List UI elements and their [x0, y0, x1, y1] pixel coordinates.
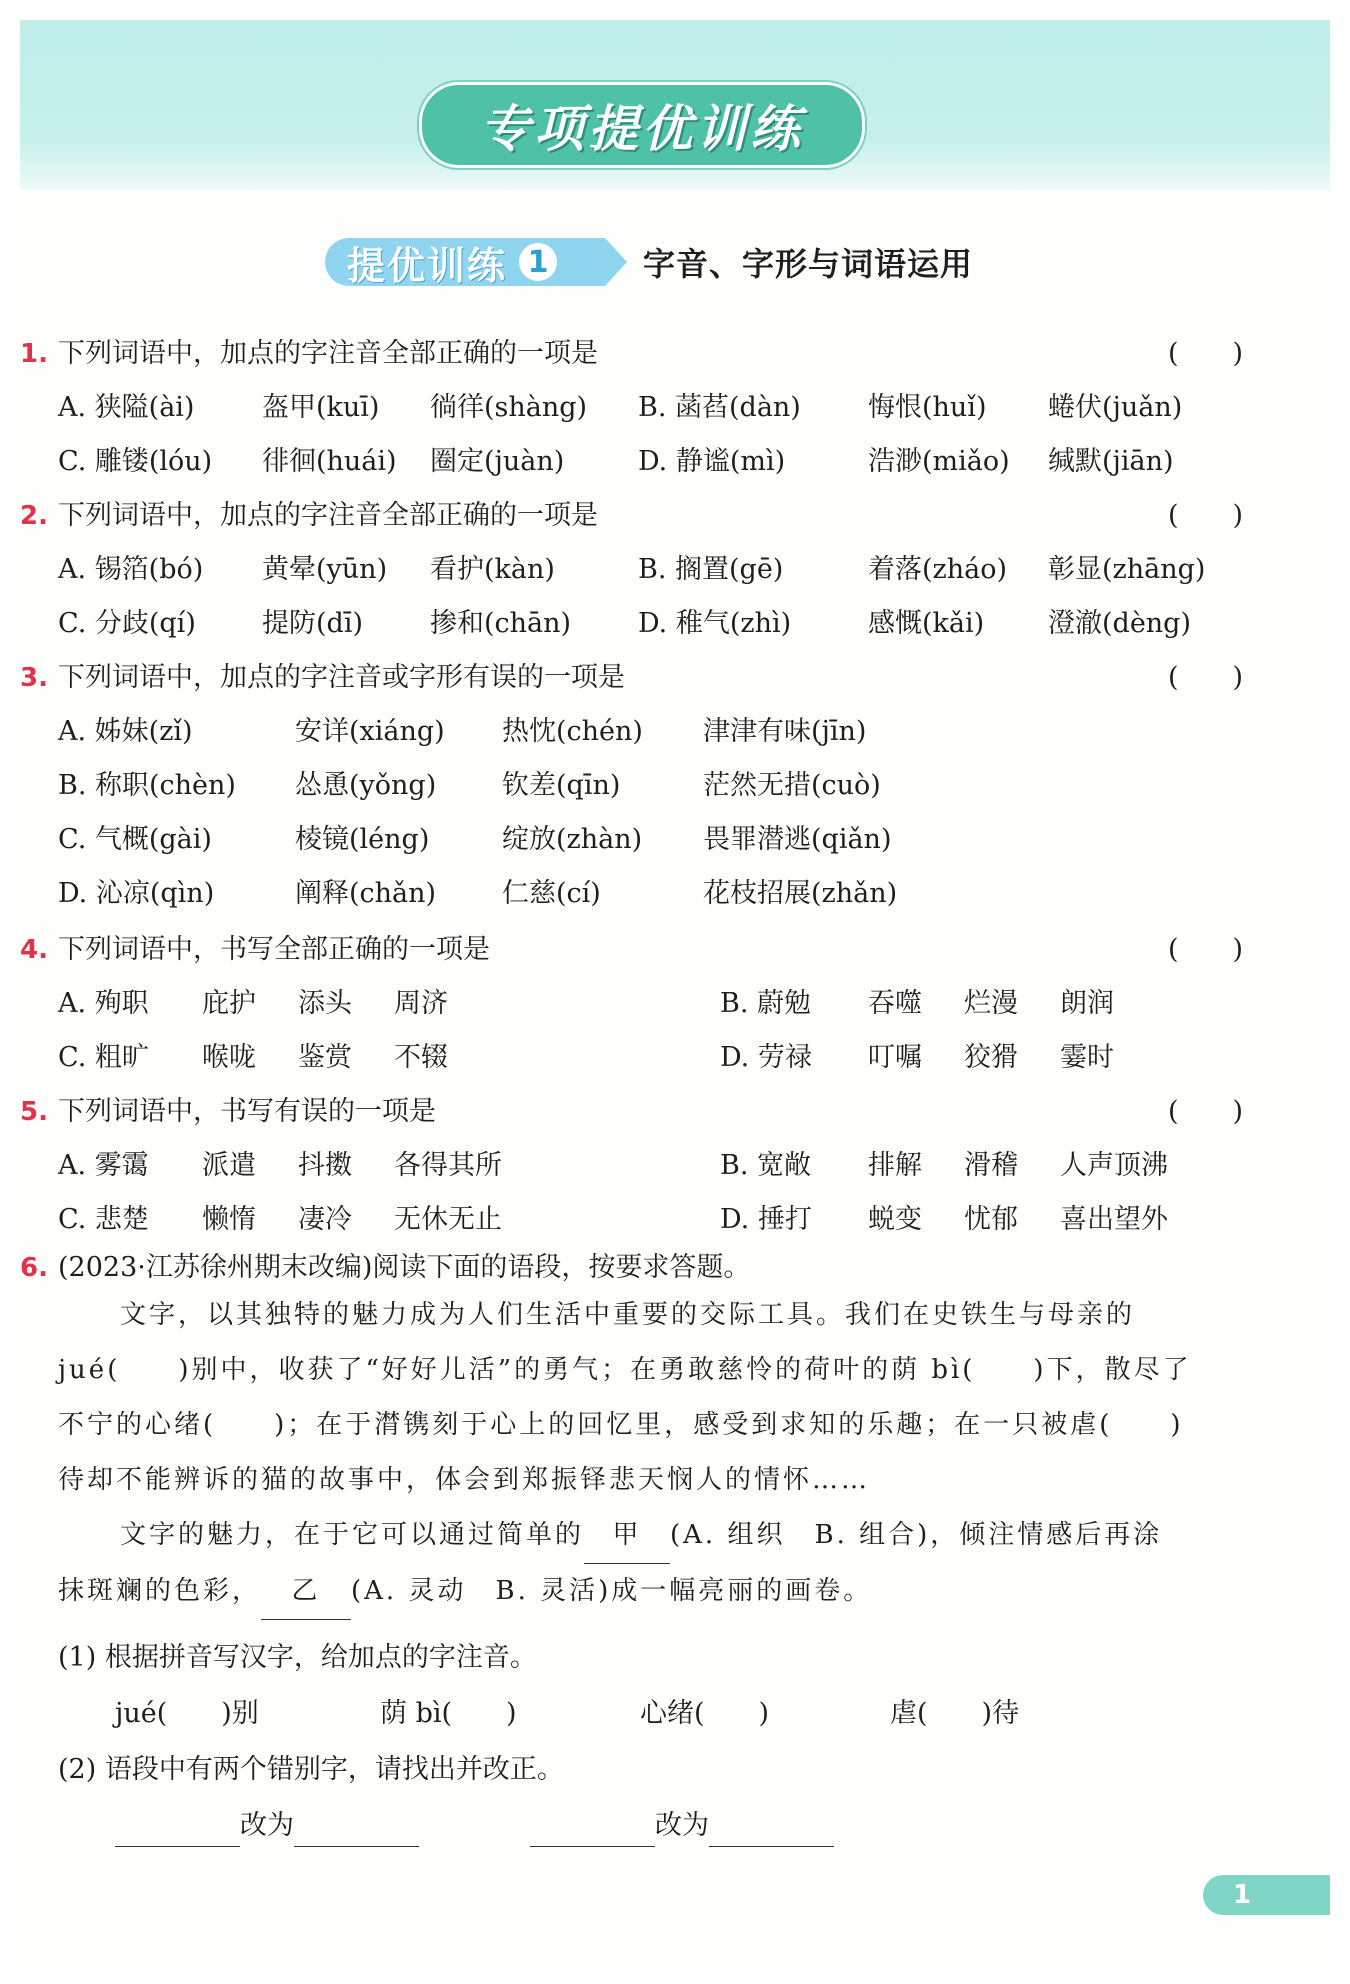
option-word: 彰显(zhāng) — [1048, 554, 1206, 585]
option-word: 阐释(chǎn) — [295, 878, 437, 909]
option-word: D. 静谧(mì) — [638, 446, 786, 477]
page-number-badge — [1203, 1875, 1330, 1915]
passage-text: 抹斑斓的色彩， — [58, 1576, 262, 1606]
option-word: 添头 — [298, 988, 352, 1019]
option-word: D. 劳禄 — [720, 1042, 812, 1073]
option-word: A. 姊妹(zǐ) — [58, 716, 193, 747]
question-text: (2023·江苏徐州期末改编)阅读下面的语段，按要求答题。 — [58, 1252, 751, 1283]
passage-line: jué( )别中，收获了“好好儿活”的勇气；在勇敢慈怜的荷叶的荫 bì( )下，散尽了 — [58, 1355, 1192, 1385]
option-word: B. 搁置(gē) — [638, 554, 784, 585]
correct-char-blank[interactable] — [294, 1806, 419, 1847]
answer-blank-yi[interactable]: 乙 — [261, 1564, 351, 1620]
option-word: 吞噬 — [868, 988, 922, 1019]
option-word: 徘徊(huái) — [262, 446, 397, 477]
option-word: B. 蔚勉 — [720, 988, 812, 1019]
wrong-char-blank[interactable] — [115, 1806, 240, 1847]
sub-question-2: (2) 语段中有两个错别字，请找出并改正。 — [58, 1754, 564, 1785]
wrong-char-blank[interactable] — [530, 1806, 655, 1847]
sub1-item[interactable]: 荫 bì( ) — [380, 1698, 517, 1729]
sub-question-1: (1) 根据拼音写汉字，给加点的字注音。 — [58, 1642, 537, 1673]
page-number: 1 — [1233, 1880, 1252, 1910]
option-word: 蜷伏(juǎn) — [1048, 392, 1183, 423]
answer-parentheses[interactable]: ( ) — [1168, 1096, 1244, 1127]
question-number: 1. — [20, 339, 48, 369]
option-word: A. 殉职 — [58, 988, 149, 1019]
question-text: 下列词语中，加点的字注音全部正确的一项是 — [58, 338, 598, 369]
question-number: 4. — [20, 935, 48, 965]
option-word: 不辍 — [394, 1042, 448, 1073]
option-word: C. 雕镂(lóu) — [58, 446, 213, 477]
option-word: 热忱(chén) — [502, 716, 643, 747]
option-word: 安详(xiáng) — [295, 716, 445, 747]
question-number: 2. — [20, 501, 48, 531]
workbook-page — [20, 20, 1330, 1970]
option-word: 喉咙 — [202, 1042, 256, 1073]
option-word: 无休无止 — [394, 1204, 502, 1235]
option-word: 津津有味(jīn) — [703, 716, 867, 747]
passage-line: 不宁的心绪( )；在于潸镌刻于心上的回忆里，感受到求知的乐趣；在一只被虐( ) — [58, 1410, 1184, 1440]
option-word: 花枝招展(zhǎn) — [703, 878, 898, 909]
option-word: 畏罪潜逃(qiǎn) — [703, 824, 892, 855]
option-word: 看护(kàn) — [430, 554, 555, 585]
change-label: 改为 — [655, 1810, 709, 1841]
option-word: 澄澈(dèng) — [1048, 608, 1192, 639]
answer-blank-jia[interactable]: 甲 — [584, 1508, 670, 1564]
option-word: 鉴赏 — [298, 1042, 352, 1073]
option-word: 掺和(chān) — [430, 608, 572, 639]
option-word: C. 粗旷 — [58, 1042, 149, 1073]
option-word: 烂漫 — [964, 988, 1018, 1019]
question-number: 3. — [20, 663, 48, 693]
sub1-item[interactable]: 心绪( ) — [640, 1698, 770, 1729]
answer-parentheses[interactable]: ( ) — [1168, 662, 1244, 693]
option-word: B. 称职(chèn) — [58, 770, 236, 801]
option-word: 盔甲(kuī) — [262, 392, 380, 423]
option-word: C. 分歧(qí) — [58, 608, 196, 639]
answer-parentheses[interactable]: ( ) — [1168, 500, 1244, 531]
option-word: 钦差(qīn) — [502, 770, 621, 801]
passage-text: (A. 灵动 B. 灵活)成一幅亮丽的画卷。 — [351, 1576, 873, 1606]
passage-line: 待却不能辨诉的猫的故事中，体会到郑振铎悲天悯人的情怀…… — [58, 1465, 871, 1495]
sub1-item[interactable]: jué( )别 — [115, 1698, 259, 1729]
option-word: C. 气概(gài) — [58, 824, 212, 855]
sub1-item[interactable]: 虐( )待 — [890, 1698, 1020, 1729]
option-word: A. 雾霭 — [58, 1150, 149, 1181]
option-word: 喜出望外 — [1060, 1204, 1168, 1235]
question-number: 5. — [20, 1097, 48, 1127]
option-word: 人声顶沸 — [1060, 1150, 1168, 1181]
option-word: A. 锡箔(bó) — [58, 554, 204, 585]
option-word: 浩渺(miǎo) — [868, 446, 1010, 477]
option-word: 黄晕(yūn) — [262, 554, 388, 585]
option-word: 凄冷 — [298, 1204, 352, 1235]
answer-parentheses[interactable]: ( ) — [1168, 338, 1244, 369]
question-text: 下列词语中，书写全部正确的一项是 — [58, 934, 490, 965]
option-word: 徜徉(shàng) — [430, 392, 588, 423]
option-word: 棱镜(léng) — [295, 824, 430, 855]
section-number: 1 — [519, 243, 557, 281]
banner-pill — [419, 82, 865, 168]
banner-title: 专项提优训练 — [480, 100, 804, 158]
option-word: 悔恨(huǐ) — [868, 392, 987, 423]
option-word: 朗润 — [1060, 988, 1114, 1019]
question-text: 下列词语中，书写有误的一项是 — [58, 1096, 436, 1127]
passage-text: 文字的魅力，在于它可以通过简单的 — [120, 1520, 585, 1550]
option-word: D. 沁凉(qìn) — [58, 878, 215, 909]
passage-paragraph-1 — [58, 1288, 1258, 1508]
option-word: 怂恿(yǒng) — [295, 770, 437, 801]
option-word: 抖擞 — [298, 1150, 352, 1181]
option-word: B. 菡萏(dàn) — [638, 392, 801, 423]
option-word: 霎时 — [1060, 1042, 1114, 1073]
option-word: 排解 — [868, 1150, 922, 1181]
option-word: A. 狭隘(ài) — [58, 392, 195, 423]
section-title: 字音、字形与词语运用 — [643, 245, 974, 283]
section-header — [325, 234, 973, 290]
section-label: 提优训练 — [347, 242, 508, 288]
option-word: 忧郁 — [964, 1204, 1018, 1235]
option-word: 缄默(jiān) — [1048, 446, 1174, 477]
option-word: 感慨(kǎi) — [868, 608, 985, 639]
option-word: 提防(dī) — [262, 608, 363, 639]
passage-line: 文字，以其独特的魅力成为人们生活中重要的交际工具。我们在史铁生与母亲的 — [120, 1300, 1136, 1330]
option-word: 各得其所 — [394, 1150, 502, 1181]
option-word: 茫然无措(cuò) — [703, 770, 881, 801]
passage-text: (A. 组织 B. 组合)，倾注情感后再涂 — [670, 1520, 1163, 1550]
correction-row-2 — [530, 1806, 834, 1847]
option-word: 滑稽 — [964, 1150, 1018, 1181]
correction-row-1 — [115, 1806, 419, 1847]
option-word: 圈定(juàn) — [430, 446, 565, 477]
option-word: 仁慈(cí) — [502, 878, 601, 909]
passage-paragraph-2 — [58, 1508, 1258, 1620]
option-word: 狡猾 — [964, 1042, 1018, 1073]
question-text: 下列词语中，加点的字注音或字形有误的一项是 — [58, 662, 625, 693]
option-word: 周济 — [394, 988, 448, 1019]
question-text: 下列词语中，加点的字注音全部正确的一项是 — [58, 500, 598, 531]
header-banner — [20, 20, 1330, 190]
option-word: B. 宽敞 — [720, 1150, 812, 1181]
option-word: 着落(zháo) — [868, 554, 1008, 585]
change-label: 改为 — [240, 1810, 294, 1841]
option-word: 庇护 — [202, 988, 256, 1019]
answer-parentheses[interactable]: ( ) — [1168, 934, 1244, 965]
option-word: 叮嘱 — [868, 1042, 922, 1073]
option-word: 派遣 — [202, 1150, 256, 1181]
option-word: D. 捶打 — [720, 1204, 812, 1235]
section-badge — [325, 238, 605, 286]
question-number: 6. — [20, 1253, 48, 1283]
option-word: D. 稚气(zhì) — [638, 608, 792, 639]
option-word: C. 悲楚 — [58, 1204, 149, 1235]
option-word: 蜕变 — [868, 1204, 922, 1235]
option-word: 懒惰 — [202, 1204, 256, 1235]
correct-char-blank[interactable] — [709, 1806, 834, 1847]
option-word: 绽放(zhàn) — [502, 824, 643, 855]
